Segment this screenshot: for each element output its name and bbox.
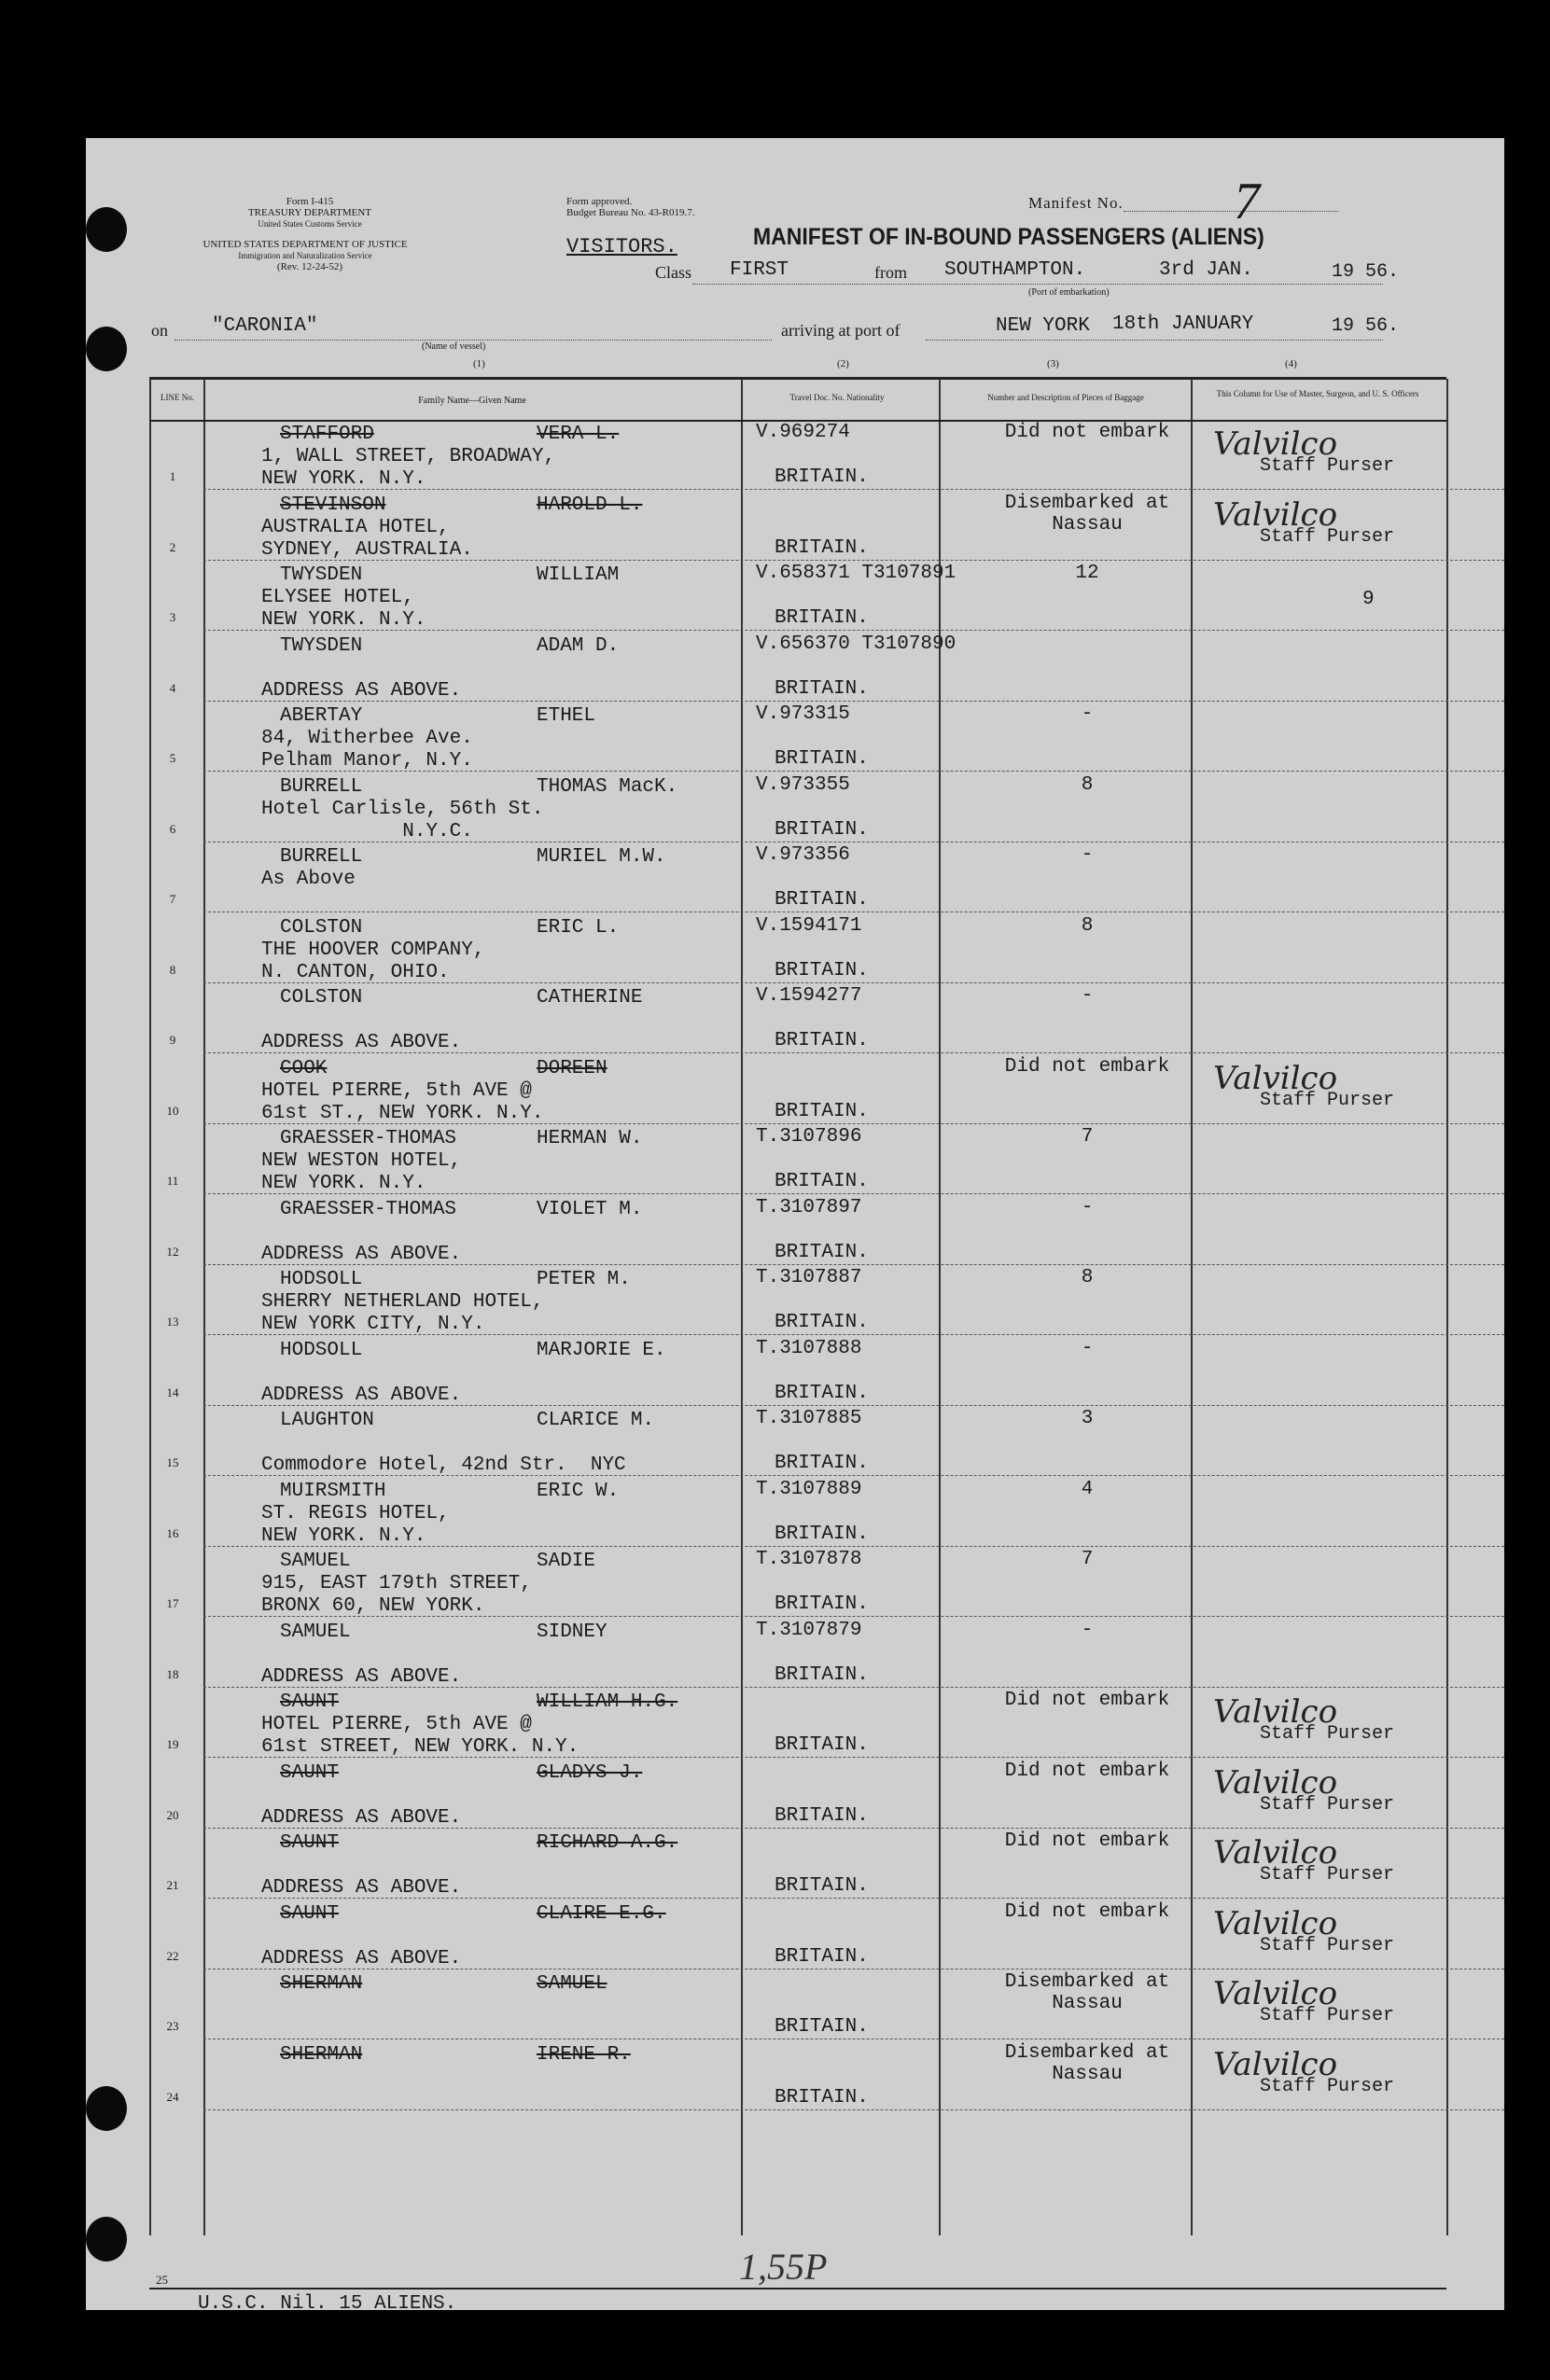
given-name: SADIE (537, 1551, 596, 1572)
address: THE HOOVER COMPANY, N. CANTON, OHIO. (261, 939, 485, 983)
baggage: Did not embark (1004, 422, 1170, 443)
baggage: - (1081, 844, 1094, 866)
family-name: COOK (280, 1057, 328, 1079)
given-name: SIDNEY (537, 1621, 607, 1643)
address: NEW WESTON HOTEL, NEW YORK. N.Y. (261, 1150, 462, 1194)
travel-doc: T.3107889 (756, 1478, 862, 1500)
given-name: ETHEL (537, 705, 596, 727)
travel-doc: T.3107885 (756, 1408, 862, 1429)
given-name: WILLIAM (537, 564, 620, 586)
table-row (149, 702, 1504, 772)
family-name: TWYSDEN (280, 634, 363, 657)
handwritten-note: 1,55P (739, 2246, 828, 2288)
line-number: 13 (166, 1315, 179, 1329)
address: 1, WALL STREET, BROADWAY, NEW YORK. N.Y. (261, 446, 556, 490)
table-row (149, 420, 1504, 490)
address: Hotel Carlisle, 56th St. N.Y.C. (261, 798, 544, 842)
manifest-no-label: Manifest No. (1028, 194, 1124, 212)
arrival-port: NEW YORK (996, 315, 1090, 337)
col-num-1: (1) (473, 358, 485, 369)
line-number: 24 (166, 2089, 179, 2104)
family-name: STAFFORD (280, 424, 374, 445)
family-name: MUIRSMITH (280, 1480, 386, 1502)
given-name: ERIC L. (537, 916, 620, 939)
nationality: BRITAIN. (775, 1734, 869, 1756)
line-number: 14 (166, 1385, 179, 1399)
given-name: MARJORIE E. (537, 1339, 666, 1361)
nationality: BRITAIN. (775, 889, 869, 911)
table-row (149, 1054, 1504, 1124)
given-name: MURIEL M.W. (537, 846, 666, 868)
purser-signature: Valvilco (1213, 1904, 1338, 1942)
family-name: SAMUEL (280, 1621, 351, 1643)
purser-title: Staff Purser (1260, 1864, 1395, 1886)
table-row (149, 1618, 1504, 1688)
baggage: Disembarked at Nassau (1004, 2041, 1170, 2085)
nationality: BRITAIN. (775, 466, 869, 488)
address: ADDRESS AS ABOVE. (261, 1665, 462, 1688)
address: AUSTRALIA HOTEL, SYDNEY, AUSTRALIA. (261, 516, 473, 561)
table-row (149, 1265, 1504, 1335)
baggage: 12 (1075, 563, 1099, 584)
line-number: 15 (166, 1455, 179, 1469)
address: SHERRY NETHERLAND HOTEL, NEW YORK CITY, N.Y. (261, 1291, 544, 1335)
form-approved: Form approved. (566, 196, 633, 207)
given-name: ADAM D. (537, 634, 620, 657)
family-name: BURRELL (280, 775, 363, 798)
purser-signature: Valvilco (1213, 1059, 1338, 1097)
baggage: Did not embark (1004, 1055, 1170, 1078)
given-name: ERIC W. (537, 1480, 620, 1502)
given-name: VERA L. (537, 424, 620, 445)
dept1: TREASURY DEPARTMENT (247, 207, 372, 218)
line-number: 7 (169, 892, 176, 906)
address: 915, EAST 179th STREET, BRONX 60, NEW YORK. (261, 1573, 532, 1617)
line-number: 12 (166, 1244, 179, 1259)
family-name: SAUNT (280, 1761, 340, 1784)
year-arrival: 19 56. (1332, 315, 1400, 337)
on-label: on (151, 321, 168, 340)
table-row (149, 1124, 1504, 1194)
given-name: DOREEN (537, 1057, 607, 1079)
line-number: 5 (169, 751, 176, 765)
table-row (149, 632, 1504, 702)
travel-doc: V.973315 (756, 703, 850, 725)
purser-signature: Valvilco (1213, 425, 1338, 463)
binding-hole (86, 327, 127, 371)
col-header-doc: Travel Doc. No. Nationality (789, 393, 885, 402)
nationality: BRITAIN. (775, 607, 869, 629)
address: 84, Witherbee Ave. Pelham Manor, N.Y. (261, 728, 473, 772)
purser-signature: Valvilco (1213, 2045, 1338, 2083)
nationality: BRITAIN. (775, 1171, 869, 1192)
binding-hole (86, 207, 127, 252)
address: ADDRESS AS ABOVE. (261, 1947, 462, 1969)
baggage: Disembarked at Nassau (1004, 1971, 1170, 2014)
travel-doc: V.656370 T3107890 (756, 633, 957, 655)
address: Commodore Hotel, 42nd Str. NYC (261, 1454, 626, 1476)
line-number: 9 (169, 1033, 176, 1047)
table-row (149, 1900, 1504, 1969)
travel-doc: T.3107887 (756, 1267, 862, 1288)
given-name: HAROLD L. (537, 494, 643, 516)
baggage: 4 (1081, 1478, 1094, 1500)
class-label: Class (655, 263, 692, 282)
manifest-title: MANIFEST OF IN-BOUND PASSENGERS (ALIENS) (753, 224, 1264, 250)
given-name: PETER M. (537, 1269, 631, 1290)
travel-doc: V.1594277 (756, 985, 862, 1007)
family-name: LAUGHTON (280, 1410, 374, 1431)
family-name: TWYSDEN (280, 564, 363, 586)
col-num-4: (4) (1285, 358, 1297, 369)
travel-doc: V.969274 (756, 422, 850, 443)
baggage: 8 (1081, 1267, 1094, 1288)
baggage: - (1081, 1337, 1094, 1359)
nationality: BRITAIN. (775, 1594, 869, 1615)
baggage: - (1081, 1196, 1094, 1218)
nationality: BRITAIN. (775, 1100, 869, 1122)
family-name: HODSOLL (280, 1269, 363, 1290)
travel-doc: T.3107896 (756, 1126, 862, 1148)
nationality: BRITAIN. (775, 1945, 869, 1968)
address: HOTEL PIERRE, 5th AVE @ 61st STREET, NEW YORK. N.Y. (261, 1714, 580, 1758)
summary: U.S.C. Nil. 15 ALIENS. (198, 2293, 457, 2315)
arrival-date: 18th JANUARY (1112, 313, 1254, 335)
nationality: BRITAIN. (775, 1030, 869, 1051)
nationality: BRITAIN. (775, 1382, 869, 1404)
col-header-line: LINE No. (161, 393, 194, 402)
table-row (149, 1759, 1504, 1829)
baggage: - (1081, 985, 1094, 1007)
address: ST. REGIS HOTEL, NEW YORK. N.Y. (261, 1502, 450, 1547)
table-row (149, 2040, 1504, 2110)
nationality: BRITAIN. (775, 1523, 869, 1545)
table-row (149, 983, 1504, 1053)
vessel-name: "CARONIA" (212, 315, 318, 337)
purser-signature: Valvilco (1213, 1693, 1338, 1731)
line-number: 10 (166, 1103, 179, 1118)
baggage: Did not embark (1004, 1690, 1170, 1711)
baggage: 8 (1081, 773, 1094, 796)
manifest-no-line (1124, 211, 1338, 212)
baggage: - (1081, 1619, 1094, 1641)
col-header-baggage: Number and Description of Pieces of Baggage (987, 393, 1144, 402)
travel-doc: V.658371 T3107891 (756, 563, 957, 584)
officer-mark: 9 (1362, 589, 1375, 610)
purser-title: Staff Purser (1260, 1934, 1395, 1956)
line-number: 18 (166, 1666, 179, 1681)
family-name: SHERMAN (280, 2043, 363, 2066)
baggage: Did not embark (1004, 1760, 1170, 1782)
nationality: BRITAIN. (775, 677, 869, 700)
baggage: Disembarked at Nassau (1004, 492, 1170, 536)
table-row (149, 491, 1504, 561)
purser-title: Staff Purser (1260, 2005, 1395, 2026)
baggage: Did not embark (1004, 1900, 1170, 1923)
baggage: - (1081, 703, 1094, 725)
nationality: BRITAIN. (775, 1241, 869, 1263)
dept2-sub: Immigration and Naturalization Service (238, 251, 372, 260)
manifest-no: 7 (1234, 173, 1260, 230)
family-name: COLSTON (280, 916, 363, 939)
purser-signature: Valvilco (1213, 1763, 1338, 1802)
address: ADDRESS AS ABOVE. (261, 1877, 462, 1899)
family-name: BURRELL (280, 846, 363, 868)
baggage: Did not embark (1004, 1830, 1170, 1852)
line-number: 19 (166, 1737, 179, 1751)
purser-signature: Valvilco (1213, 1975, 1338, 2012)
address: ADDRESS AS ABOVE. (261, 1806, 462, 1829)
baggage: 8 (1081, 914, 1094, 937)
given-name: HERMAN W. (537, 1128, 643, 1149)
nationality: BRITAIN. (775, 959, 869, 981)
given-name: WILLIAM H.G. (537, 1691, 678, 1713)
family-name: SAUNT (280, 1832, 340, 1854)
col-header-officers: This Column for Use of Master, Surgeon, and U. S. Officers (1216, 389, 1419, 398)
given-name: THOMAS MacK. (537, 775, 678, 798)
nationality: BRITAIN. (775, 2086, 869, 2109)
nationality: BRITAIN. (775, 1453, 869, 1474)
table-row (149, 1336, 1504, 1406)
given-name: SAMUEL (537, 1973, 607, 1995)
line-number: 20 (166, 1807, 179, 1822)
binding-hole (86, 2086, 127, 2131)
purser-title: Staff Purser (1260, 455, 1395, 477)
table-row (149, 1829, 1504, 1899)
line-number: 23 (166, 2019, 179, 2033)
table-row (149, 561, 1504, 631)
col-num-3: (3) (1047, 358, 1059, 369)
travel-doc: T.3107888 (756, 1337, 862, 1359)
given-name: RICHARD A.G. (537, 1832, 678, 1854)
port-note: (Port of embarkation) (1028, 287, 1110, 298)
family-name: SAUNT (280, 1691, 340, 1713)
table-row (149, 1547, 1504, 1617)
rev: (Rev. 12-24-52) (276, 261, 343, 272)
address: ADDRESS AS ABOVE. (261, 679, 462, 702)
line-number: 2 (169, 539, 176, 554)
table-row (149, 1688, 1504, 1758)
date-embark: 3rd JAN. (1159, 259, 1253, 281)
line-number: 17 (166, 1596, 179, 1610)
family-name: HODSOLL (280, 1339, 363, 1361)
family-name: COLSTON (280, 987, 363, 1009)
line-number: 1 (169, 469, 176, 483)
given-name: CLARICE M. (537, 1410, 655, 1431)
family-name: ABERTAY (280, 705, 363, 727)
purser-signature: Valvilco (1213, 495, 1338, 534)
from-value: SOUTHAMPTON. (944, 259, 1086, 281)
table-row (149, 772, 1504, 842)
nationality: BRITAIN. (775, 1875, 869, 1897)
address: ADDRESS AS ABOVE. (261, 1384, 462, 1406)
purser-title: Staff Purser (1260, 1793, 1395, 1816)
baggage: 7 (1081, 1126, 1094, 1148)
line-number: 22 (166, 1948, 179, 1963)
line-number: 11 (166, 1174, 179, 1188)
dept2: UNITED STATES DEPARTMENT OF JUSTICE (202, 239, 408, 250)
line-number: 6 (169, 821, 176, 836)
given-name: VIOLET M. (537, 1198, 643, 1220)
col-num-2: (2) (837, 358, 849, 369)
col-header-name: Family Name—Given Name (418, 396, 526, 406)
vessel-note: (Name of vessel) (422, 341, 486, 352)
family-name: SAMUEL (280, 1551, 351, 1572)
address: ELYSEE HOTEL, NEW YORK. N.Y. (261, 587, 426, 631)
nationality: BRITAIN. (775, 1804, 869, 1827)
line-number: 16 (166, 1525, 179, 1540)
nationality: BRITAIN. (775, 2016, 869, 2038)
purser-title: Staff Purser (1260, 1089, 1395, 1111)
row-divider (203, 2109, 1504, 2110)
table-row (149, 1969, 1504, 2039)
family-name: SAUNT (280, 1902, 340, 1925)
travel-doc: T.3107879 (756, 1619, 862, 1641)
table-row (149, 913, 1504, 983)
baggage: 3 (1081, 1408, 1094, 1429)
table-row (149, 1406, 1504, 1476)
line-25: 25 (156, 2273, 168, 2287)
travel-doc: V.1594171 (756, 914, 862, 937)
nationality: BRITAIN. (775, 536, 869, 559)
family-name: STEVINSON (280, 494, 386, 516)
year-embark: 19 56. (1332, 261, 1400, 283)
baggage: 7 (1081, 1549, 1094, 1570)
family-name: GRAESSER-THOMAS (280, 1128, 457, 1149)
family-name: SHERMAN (280, 1973, 363, 1995)
class-value: FIRST (730, 259, 789, 281)
address: HOTEL PIERRE, 5th AVE @ 61st ST., NEW YORK. N.Y. (261, 1079, 544, 1124)
nationality: BRITAIN. (775, 748, 869, 770)
nationality: BRITAIN. (775, 818, 869, 841)
address: ADDRESS AS ABOVE. (261, 1243, 462, 1265)
travel-doc: V.973355 (756, 773, 850, 796)
table-row (149, 1477, 1504, 1547)
line-number: 3 (169, 610, 176, 624)
given-name: GLADYS J. (537, 1761, 643, 1784)
given-name: CLAIRE E.G. (537, 1902, 666, 1925)
nationality: BRITAIN. (775, 1663, 869, 1686)
binding-hole (86, 2217, 127, 2262)
address: ADDRESS AS ABOVE. (261, 1032, 462, 1053)
from-label: from (874, 263, 907, 282)
address: As Above (261, 869, 356, 890)
table-row (149, 842, 1504, 912)
arriving-label: arriving at port of (781, 321, 901, 340)
line-number: 4 (169, 680, 176, 695)
line-number: 21 (166, 1878, 179, 1892)
purser-title: Staff Purser (1260, 525, 1395, 548)
purser-title: Staff Purser (1260, 1723, 1395, 1745)
table-row (149, 1195, 1504, 1265)
visitors-label: VISITORS. (566, 235, 677, 258)
travel-doc: T.3107897 (756, 1196, 862, 1218)
nationality: BRITAIN. (775, 1312, 869, 1333)
travel-doc: T.3107878 (756, 1549, 862, 1570)
line-number: 8 (169, 962, 176, 977)
dept1-sub: United States Customs Service (258, 219, 362, 229)
given-name: CATHERINE (537, 987, 643, 1009)
family-name: GRAESSER-THOMAS (280, 1198, 457, 1220)
manifest-page (86, 138, 1504, 2315)
given-name: IRENE R. (537, 2043, 631, 2066)
budget-no: Budget Bureau No. 43-R019.7. (566, 207, 695, 218)
purser-title: Staff Purser (1260, 2075, 1395, 2097)
form-id: Form I-415 (286, 196, 334, 207)
travel-doc: V.973356 (756, 844, 850, 866)
purser-signature: Valvilco (1213, 1834, 1338, 1872)
